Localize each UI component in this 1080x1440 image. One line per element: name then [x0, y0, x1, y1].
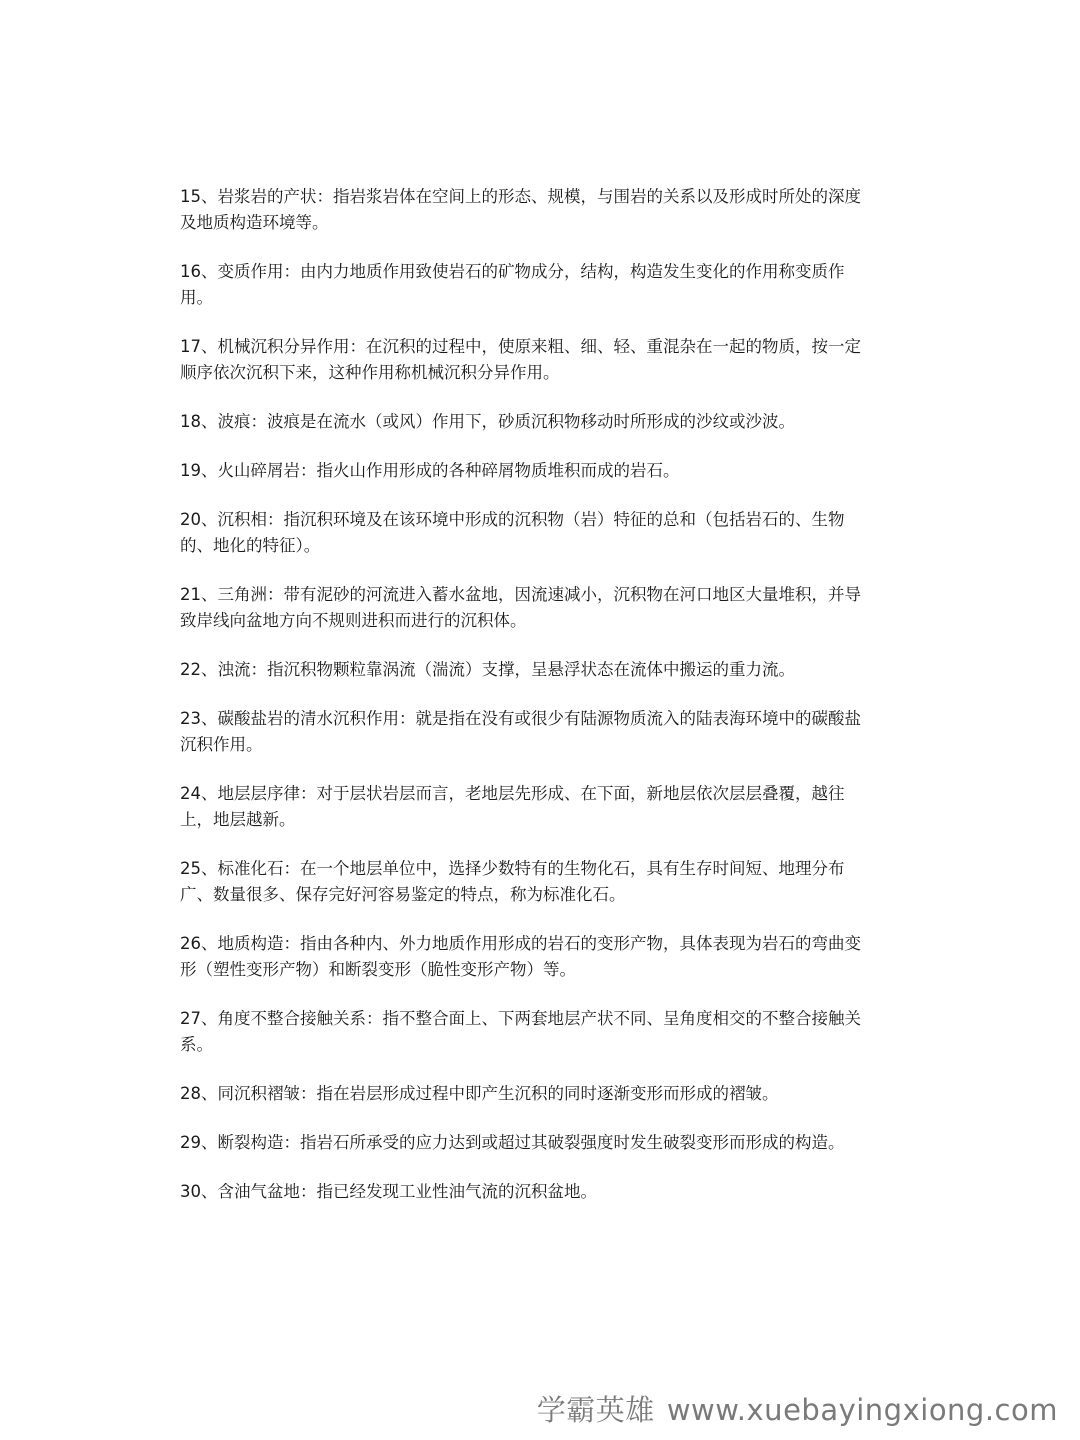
definition-19: 19、火山碎屑岩：指火山作用形成的各种碎屑物质堆积而成的岩石。: [180, 461, 680, 480]
definition-26: 26、地质构造：指由各种内、外力地质作用形成的岩石的变形产物，具体表现为岩石的弯曲变形（塑性变形产物）和断裂变形（脆性变形产物）等。: [180, 934, 861, 979]
definition-30: 30、含油气盆地：指已经发现工业性油气流的沉积盆地。: [180, 1182, 597, 1201]
document-body: [180, 184, 870, 1228]
watermark-brand: 学霸英雄: [536, 1393, 655, 1427]
definition-22: 22、浊流：指沉积物颗粒靠涡流（湍流）支撑，呈悬浮状态在流体中搬运的重力流。: [180, 660, 795, 679]
definition-17: 17、机械沉积分异作用：在沉积的过程中，使原来粗、细、轻、重混杂在一起的物质，按一定顺序依次沉积下来，这种作用称机械沉积分异作用。: [180, 337, 861, 382]
definition-27: 27、角度不整合接触关系：指不整合面上、下两套地层产状不同、呈角度相交的不整合接触关系。: [180, 1009, 861, 1054]
watermark: [537, 1388, 1058, 1429]
definition-29: 29、断裂构造：指岩石所承受的应力达到或超过其破裂强度时发生破裂变形而形成的构造。: [180, 1133, 845, 1152]
definition-25: 25、标准化石：在一个地层单位中，选择少数特有的生物化石，具有生存时间短、地理分布广、数量很多、保存完好河容易鉴定的特点，称为标准化石。: [180, 859, 845, 904]
definition-18: 18、波痕：波痕是在流水（或风）作用下，砂质沉积物移动时所形成的沙纹或沙波。: [180, 412, 795, 431]
definition-20: 20、沉积相：指沉积环境及在该环境中形成的沉积物（岩）特征的总和（包括岩石的、生物的、地化的特征）。: [180, 510, 845, 555]
definition-15: 15、岩浆岩的产状：指岩浆岩体在空间上的形态、规模，与围岩的关系以及形成时所处的深度及地质构造环境等。: [180, 187, 861, 232]
definition-16: 16、变质作用：由内力地质作用致使岩石的矿物成分，结构，构造发生变化的作用称变质作用。: [180, 262, 845, 307]
definition-24: 24、地层层序律：对于层状岩层而言，老地层先形成、在下面，新地层依次层层叠覆，越往上，地层越新。: [180, 784, 845, 829]
watermark-url: www.xuebayingxiong.com: [666, 1393, 1058, 1427]
definition-23: 23、碳酸盐岩的清水沉积作用：就是指在没有或很少有陆源物质流入的陆表海环境中的碳酸盐沉积作用。: [180, 709, 861, 754]
definition-21: 21、三角洲：带有泥砂的河流进入蓄水盆地，因流速减小，沉积物在河口地区大量堆积，并导致岸线向盆地方向不规则进积而进行的沉积体。: [180, 585, 861, 630]
definition-28: 28、同沉积褶皱：指在岩层形成过程中即产生沉积的同时逐渐变形而形成的褶皱。: [180, 1084, 779, 1103]
